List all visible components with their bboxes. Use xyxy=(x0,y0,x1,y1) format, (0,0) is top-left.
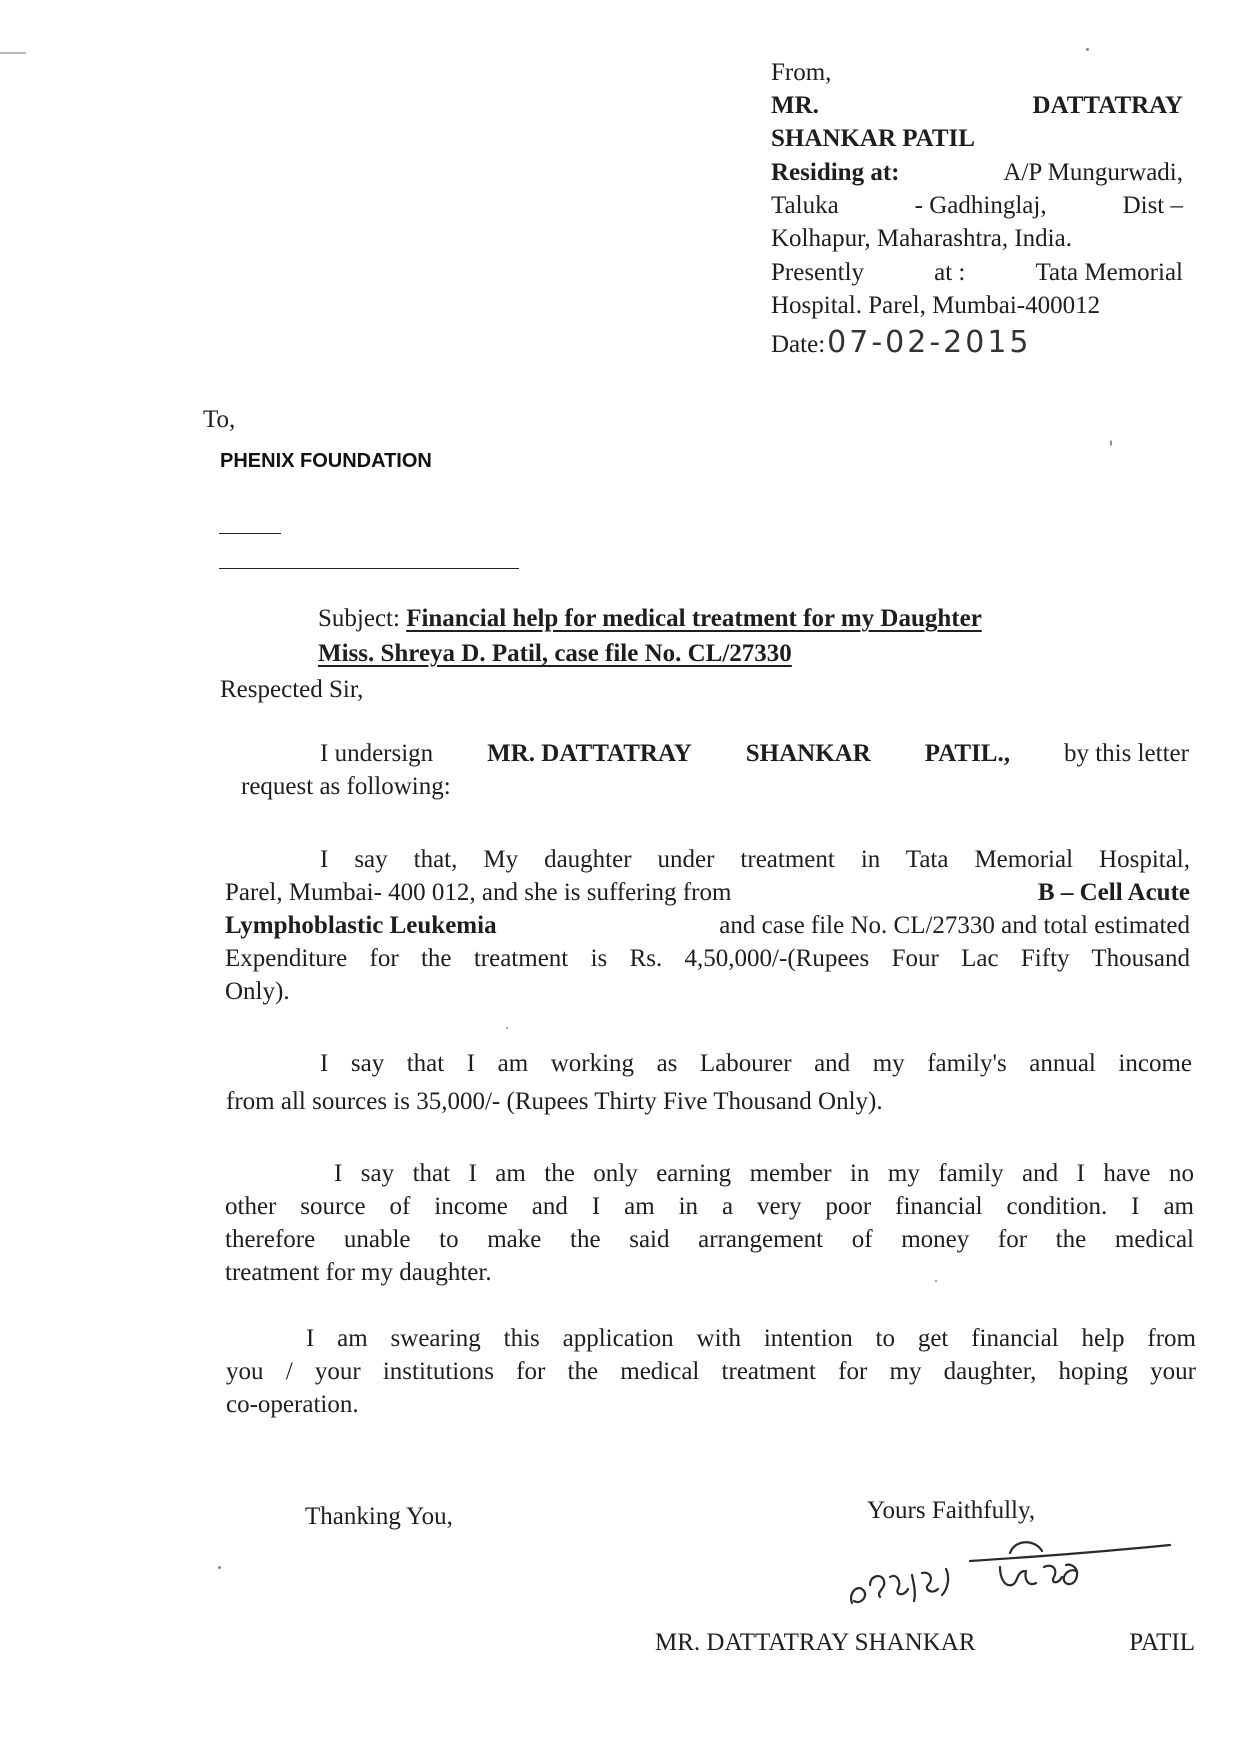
subject-line1 xyxy=(318,601,1118,636)
paragraph-4-line1: I say that I am the only earning member in my family and I have no xyxy=(334,1160,1194,1187)
subject-text-line2: Miss. Shreya D. Patil, case file No. CL/27330 xyxy=(318,640,792,667)
paragraph-4-line4: treatment for my daughter. xyxy=(225,1259,492,1286)
paragraph-4-line3: therefore unable to make the said arrangement of money for the medical xyxy=(225,1226,1194,1253)
scan-speck xyxy=(218,1566,221,1569)
subject-label: Subject: xyxy=(318,605,400,632)
recipient-box xyxy=(212,434,520,534)
paragraph-2-line3: Lymphoblastic Leukemia and case file No. CL/27330 and total estimated xyxy=(225,912,1190,939)
handwritten-date: 07-02-2015 xyxy=(827,325,1032,360)
signatory-name xyxy=(655,1626,1195,1659)
from-label: From, xyxy=(771,59,832,86)
paragraph-3-line1: I say that I am working as Labourer and my family's annual income xyxy=(320,1050,1192,1077)
paragraph-3 xyxy=(226,1045,1192,1121)
paragraph-5-line1: I am swearing this application with intention to get financial help from xyxy=(306,1325,1196,1352)
sender-title: MR. xyxy=(771,92,819,119)
sender-name-line2: SHANKAR PATIL xyxy=(771,125,975,152)
sender-residing xyxy=(771,156,1183,189)
sender-presently: Presently at : Tata Memorial xyxy=(771,259,1183,286)
paragraph-1-line2: request as following: xyxy=(241,773,451,800)
subject-line2 xyxy=(318,636,1118,671)
paragraph-1 xyxy=(241,737,1189,803)
subject xyxy=(318,601,1118,671)
paragraph-2-line4: Expenditure for the treatment is Rs. 4,50,000/-(Rupees Four Lac Fifty Thousand xyxy=(225,945,1190,972)
sender-address-line3: Kolhapur, Maharashtra, India. xyxy=(771,225,1072,252)
recipient-name: PHENIX FOUNDATION xyxy=(220,450,432,472)
sender-name-line1 xyxy=(771,89,1183,122)
address-rule-long xyxy=(219,568,519,569)
paragraph-4 xyxy=(225,1157,1194,1289)
paragraph-3-line2: from all sources is 35,000/- (Rupees Thirty Five Thousand Only). xyxy=(226,1088,883,1115)
to-label: To, xyxy=(203,406,236,433)
address-rule-short xyxy=(219,533,281,534)
salutation: Respected Sir, xyxy=(220,676,364,703)
scan-edge-mark xyxy=(0,52,26,54)
sender-first-name: DATTATRAY xyxy=(1032,92,1183,119)
paragraph-2-line2: Parel, Mumbai- 400 012, and she is suffering from B – Cell Acute xyxy=(225,879,1190,906)
signature xyxy=(830,1515,1175,1625)
scan-speck xyxy=(935,1280,937,1282)
signatory-name-last: PATIL xyxy=(1129,1629,1195,1656)
sender-hospital-line: Hospital. Parel, Mumbai-400012 xyxy=(771,292,1101,319)
signatory-name-first: MR. DATTATRAY SHANKAR xyxy=(655,1629,976,1656)
subject-text-line1: Financial help for medical treatment for my Daughter xyxy=(406,605,982,632)
residing-label: Residing at: xyxy=(771,159,900,186)
paragraph-2-line5: Only). xyxy=(225,978,290,1005)
closing-yours: Yours Faithfully, xyxy=(867,1497,1036,1524)
paragraph-5-line3: co-operation. xyxy=(226,1391,359,1418)
paragraph-5 xyxy=(226,1322,1196,1421)
date-label: Date: xyxy=(771,331,826,358)
paragraph-5-line2: you / your institutions for the medical treatment for my daughter, hoping your xyxy=(226,1358,1196,1385)
paragraph-1-line1: I undersign MR. DATTATRAY SHANKAR PATIL., by this letter xyxy=(320,740,1189,767)
residing-value: A/P Mungurwadi, xyxy=(1003,159,1183,186)
scan-speck xyxy=(1110,440,1112,446)
sender-address-line2: Taluka - Gadhinglaj, Dist – xyxy=(771,192,1183,219)
scan-speck xyxy=(506,1027,508,1029)
scan-speck xyxy=(1086,48,1089,51)
closing-thanks: Thanking You, xyxy=(305,1503,453,1530)
paragraph-4-line2: other source of income and I am in a very poor financial condition. I am xyxy=(225,1193,1194,1220)
paragraph-2-line1: I say that, My daughter under treatment in Tata Memorial Hospital, xyxy=(320,846,1190,873)
paragraph-2 xyxy=(225,843,1190,1008)
letter-date xyxy=(771,326,1032,361)
